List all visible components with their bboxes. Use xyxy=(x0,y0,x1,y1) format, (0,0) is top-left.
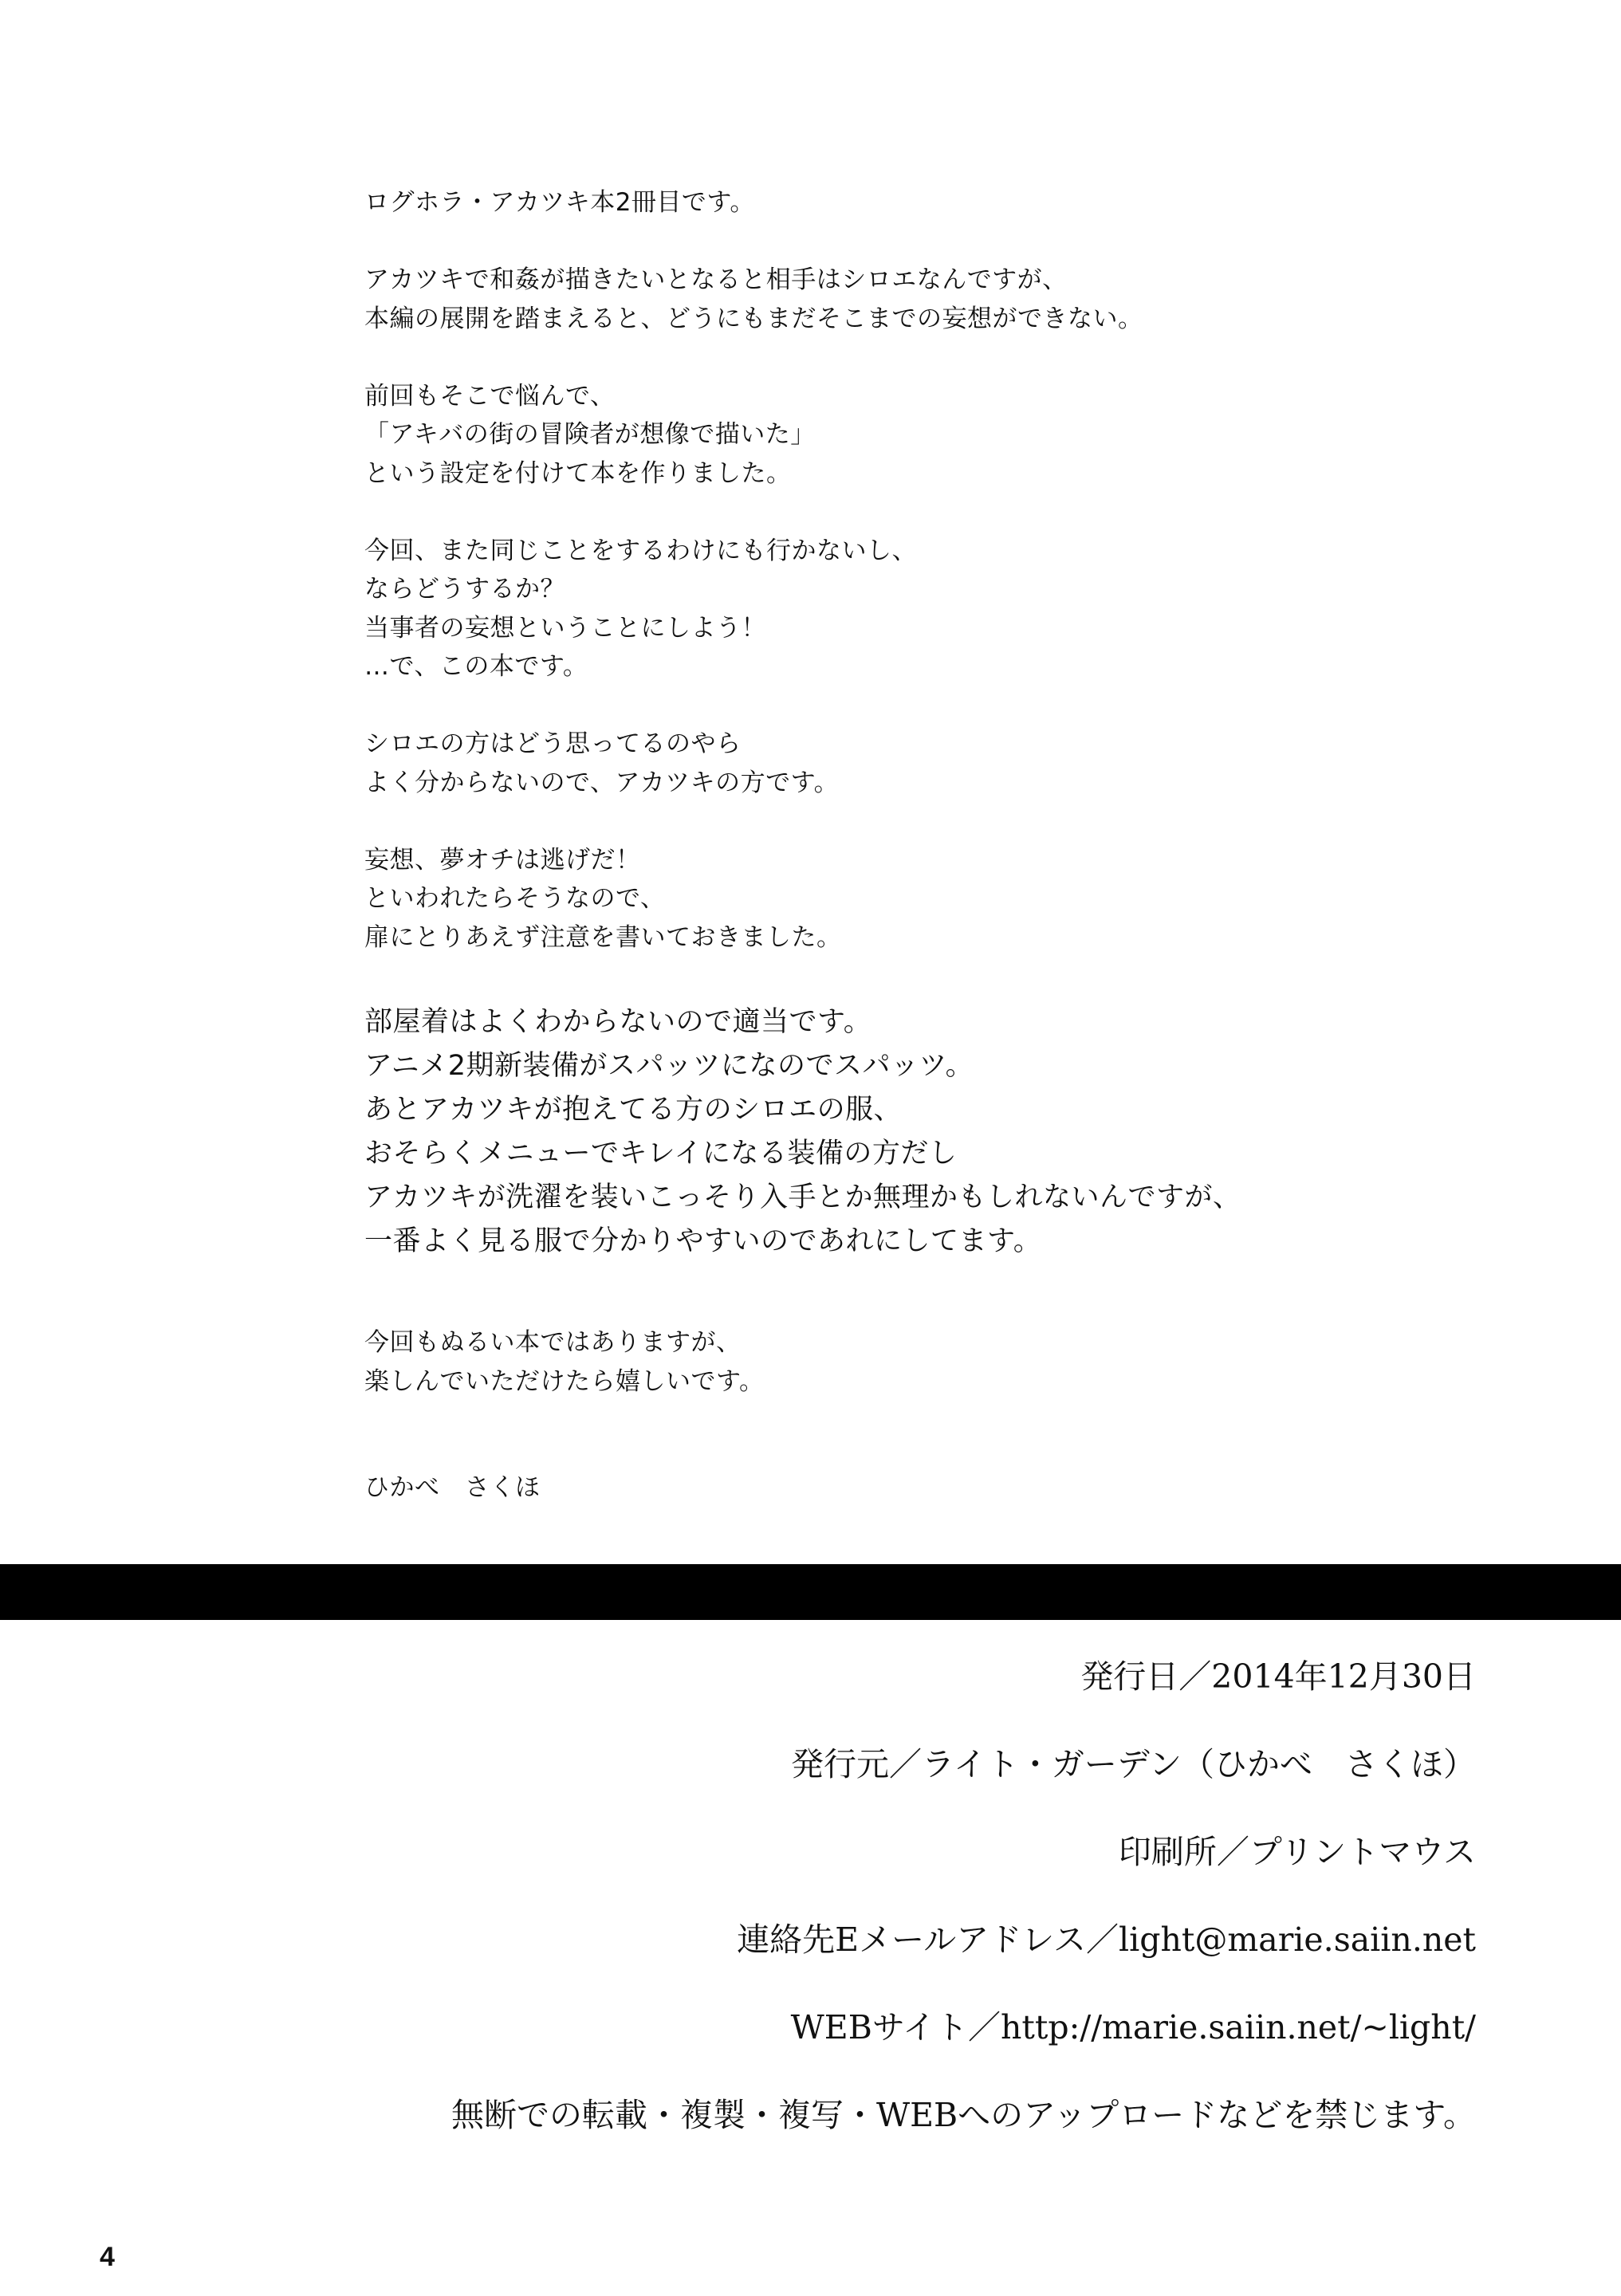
paragraph-gap xyxy=(364,1401,1321,1468)
author-signature: ひかべ さくほ xyxy=(364,1473,541,1502)
afterword-paragraph xyxy=(364,377,1321,493)
afterword-paragraph xyxy=(364,1001,1321,1264)
afterword-line: アカツキで和姦が描きたいとなると相手はシロエなんですが、 xyxy=(364,265,1068,294)
contact-email: 連絡先Eメールアドレス／light@marie.saiin.net xyxy=(737,1921,1476,1959)
afterword-line: おそらくメニューでキレイになる装備の方だし xyxy=(364,1138,958,1170)
printer: 印刷所／プリントマウス xyxy=(1118,1833,1476,1871)
paragraph-gap xyxy=(364,957,1321,1001)
paragraph-gap xyxy=(364,802,1321,841)
afterword-line: といわれたらそうなので、 xyxy=(364,884,666,913)
afterword-line: シロエの方はどう思ってるのやら xyxy=(364,729,742,758)
afterword-text xyxy=(364,183,1321,1508)
afterword-paragraph xyxy=(364,841,1321,957)
afterword-paragraph xyxy=(364,1323,1321,1401)
afterword-line: 今回、また同じことをするわけにも行かないし、 xyxy=(364,536,917,565)
paragraph-gap xyxy=(364,1264,1321,1323)
afterword-line: 前回もそこで悩んで、 xyxy=(364,381,616,411)
afterword-line: 部屋着はよくわからないので適当です。 xyxy=(364,1006,872,1038)
paragraph-gap xyxy=(364,222,1321,261)
afterword-line: 妄想、夢オチは逃げだ！ xyxy=(364,845,641,875)
afterword-line: 扉にとりあえず注意を書いておきました。 xyxy=(364,922,842,952)
afterword-line: よく分からないので、アカツキの方です。 xyxy=(364,768,840,797)
publisher: 発行元／ライト・ガーデン（ひかべ さくほ） xyxy=(791,1745,1476,1783)
afterword-paragraph xyxy=(364,725,1321,802)
afterword-paragraph xyxy=(364,261,1321,338)
copyright-notice: 無断での転載・複製・複写・WEBへのアップロードなどを禁じます。 xyxy=(450,2096,1476,2134)
afterword-line: 「アキバの街の冒険者が想像で描いた」 xyxy=(364,420,816,449)
afterword-line: 本編の展開を踏まえると、どうにもまだそこまでの妄想ができない。 xyxy=(364,304,1143,333)
afterword-paragraph xyxy=(364,183,1321,222)
paragraph-gap xyxy=(364,493,1321,532)
afterword-line: アカツキが洗濯を装いこっそり入手とか無理かもしれないんですが、 xyxy=(364,1181,1241,1213)
afterword-line: アニメ2期新装備がスパッツになのでスパッツ。 xyxy=(364,1050,974,1082)
colophon xyxy=(280,1654,1476,2180)
paragraph-gap xyxy=(364,686,1321,725)
afterword-line: 一番よく見る服で分かりやすいのであれにしてます。 xyxy=(364,1225,1042,1257)
afterword-line: という設定を付けて本を作りました。 xyxy=(364,458,792,488)
afterword-line: 楽しんでいただけたら嬉しいです。 xyxy=(364,1366,765,1396)
afterword-line: 当事者の妄想ということにしよう！ xyxy=(364,613,766,643)
afterword-line: ログホラ・アカツキ本2冊目です。 xyxy=(364,188,755,217)
afterword-paragraph xyxy=(364,532,1321,686)
publication-date: 発行日／2014年12月30日 xyxy=(1080,1657,1476,1696)
afterword-line: ならどうするか？ xyxy=(364,575,565,603)
afterword-line: 今回もぬるい本ではありますが、 xyxy=(364,1328,742,1357)
afterword-line: あとアカツキが抱えてる方のシロエの服、 xyxy=(364,1094,903,1126)
website-url: WEBサイト／http://marie.saiin.net/~light/ xyxy=(790,2008,1476,2046)
page-number: 4 xyxy=(100,2242,115,2272)
paragraph-gap xyxy=(364,338,1321,377)
afterword-line: …で、この本です。 xyxy=(364,652,588,681)
divider-bar xyxy=(0,1564,1621,1620)
